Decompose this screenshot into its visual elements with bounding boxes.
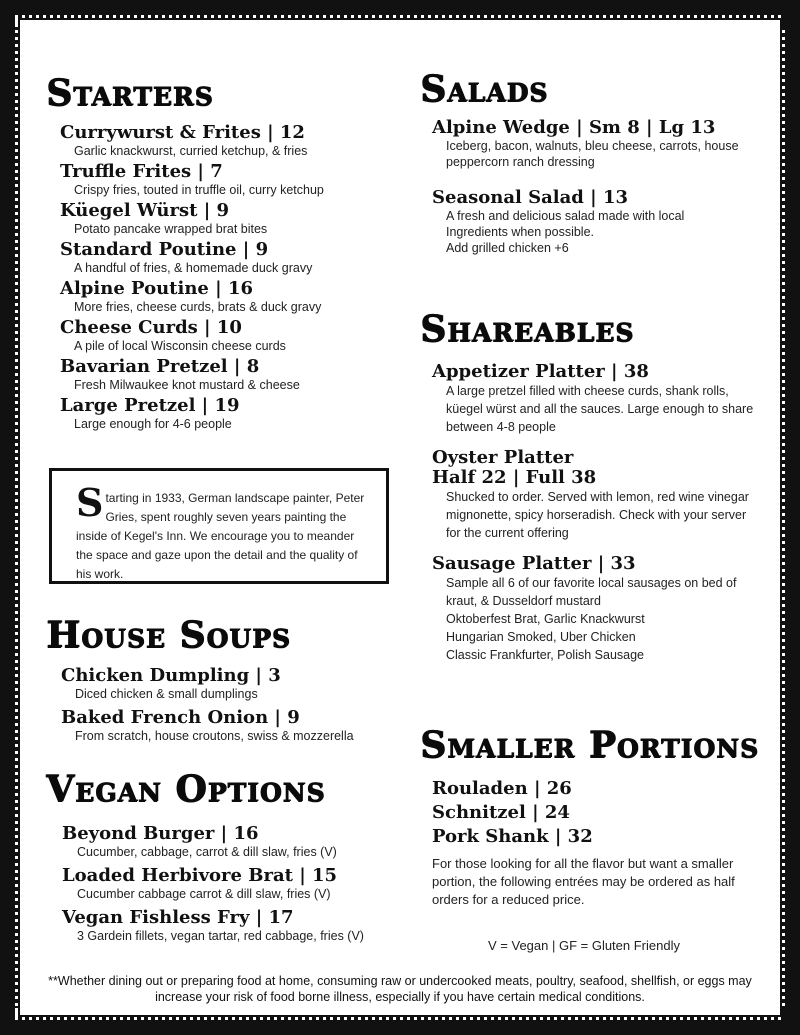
item-description: From scratch, house croutons, swiss & mozzerella: [75, 729, 354, 743]
menu-item: [61, 666, 391, 702]
soups-list: [61, 666, 391, 744]
item-price: Half 22 | Full 38: [432, 467, 597, 488]
smaller-portions-note: For those looking for all the flavor but want a smaller portion, the following entrées may be ordered as half orders for a reduced price.: [432, 856, 735, 907]
item-name: Oyster Platter: [432, 447, 574, 468]
item-name: Appetizer Platter | 38: [432, 361, 649, 382]
item-name: Alpine Wedge | Sm 8 | Lg 13: [432, 117, 716, 138]
portion-item: Rouladen | 26: [432, 778, 572, 799]
item-description: 3 Gardein fillets, vegan tartar, red cabbage, fries (V): [77, 929, 364, 943]
portion-item: Schnitzel | 24: [432, 802, 570, 823]
menu-item: [62, 866, 397, 902]
salads-title: Salads: [420, 68, 549, 110]
menu-item: [432, 448, 762, 542]
item-description: A handful of fries, & homemade duck gravy: [74, 261, 313, 275]
menu-item: [60, 162, 390, 198]
menu-item: [432, 188, 762, 256]
starters-title: Starters: [46, 72, 214, 114]
drop-cap: S: [76, 480, 104, 525]
menu-item: [432, 362, 762, 436]
item-description: Cucumber cabbage carrot & dill slaw, fries (V): [77, 887, 331, 901]
item-description: A pile of local Wisconsin cheese curds: [74, 339, 286, 353]
menu-item: [60, 318, 390, 354]
item-name: Currywurst & Frites | 12: [60, 122, 305, 143]
menu-item: [62, 908, 397, 944]
menu-item: [432, 554, 762, 664]
shareables-title: Shareables: [420, 308, 635, 350]
item-description: Large enough for 4-6 people: [74, 417, 232, 431]
shareables-list: [432, 362, 762, 664]
item-addon: Add grilled chicken +6: [446, 241, 569, 255]
menu-item: [60, 279, 390, 315]
item-name: Cheese Curds | 10: [60, 317, 242, 338]
menu-item: [60, 240, 390, 276]
item-name: Bavarian Pretzel | 8: [60, 356, 260, 377]
menu-item: [60, 357, 390, 393]
item-name: Truffle Frites | 7: [60, 161, 223, 182]
smaller-portions-list: [432, 777, 762, 909]
item-description: A large pretzel filled with cheese curds, shank rolls, küegel würst and all the sauces. Large enough to share between 4-8 people: [446, 384, 754, 434]
item-name: Küegel Würst | 9: [60, 200, 230, 221]
item-description: Fresh Milwaukee knot mustard & cheese: [74, 378, 300, 392]
item-name: Standard Poutine | 9: [60, 239, 269, 260]
menu-item: [432, 118, 762, 170]
menu-item: [60, 201, 390, 237]
menu-item: [60, 396, 390, 432]
item-name: Sausage Platter | 33: [432, 553, 636, 574]
item-name: Seasonal Salad | 13: [432, 187, 628, 208]
item-name: Baked French Onion | 9: [61, 707, 300, 728]
item-description: A fresh and delicious salad made with local Ingredients when possible.: [446, 209, 685, 239]
item-description: Crispy fries, touted in truffle oil, curry ketchup: [74, 183, 324, 197]
starters-list: [60, 123, 390, 432]
callout-text: tarting in 1933, German landscape painter, Peter Gries, spent roughly seven years painting the inside of Kegel's Inn. We encourage you to meander the space and gaze upon the detail and the quality of his work.: [76, 491, 365, 581]
portion-item: Pork Shank | 32: [432, 826, 593, 847]
food-safety-footer: **Whether dining out or preparing food at home, consuming raw or undercooked meats, poultry, seafood, shellfish, or eggs may increase your risk of food borne illness, especially if you have certain medical conditions.: [48, 974, 752, 1004]
dietary-legend: V = Vegan | GF = Gluten Friendly: [488, 938, 680, 953]
item-name: Alpine Poutine | 16: [60, 278, 253, 299]
smaller-portions-title: Smaller Portions: [420, 724, 759, 766]
item-description: Garlic knackwurst, curried ketchup, & fries: [74, 144, 308, 158]
item-description: Cucumber, cabbage, carrot & dill slaw, fries (V): [77, 845, 337, 859]
item-name: Loaded Herbivore Brat | 15: [62, 865, 338, 886]
item-description: Shucked to order. Served with lemon, red wine vinegar mignonette, spicy horseradish. Check with your server for the current offering: [446, 490, 749, 540]
item-name: Beyond Burger | 16: [62, 823, 259, 844]
item-description: Sample all 6 of our favorite local sausages on bed of kraut, & Dusseldorf mustard: [446, 576, 737, 608]
vegan-title: Vegan Options: [46, 768, 326, 810]
soups-title: House Soups: [46, 614, 291, 656]
sausage-line: Classic Frankfurter, Polish Sausage: [446, 648, 645, 662]
item-description: More fries, cheese curds, brats & duck gravy: [74, 300, 322, 314]
vegan-list: [62, 824, 397, 944]
menu-item: [61, 708, 391, 744]
item-description: Potato pancake wrapped brat bites: [74, 222, 268, 236]
menu-item: [62, 824, 397, 860]
item-description: Diced chicken & small dumplings: [75, 687, 258, 701]
history-callout: [49, 468, 389, 584]
sausage-line: Oktoberfest Brat, Garlic Knackwurst: [446, 612, 645, 626]
menu-item: [60, 123, 390, 159]
item-name: Vegan Fishless Fry | 17: [62, 907, 294, 928]
salads-list: [432, 118, 762, 256]
sausage-line: Hungarian Smoked, Uber Chicken: [446, 630, 636, 644]
item-name: Chicken Dumpling | 3: [61, 665, 281, 686]
item-name: Large Pretzel | 19: [60, 395, 240, 416]
item-description: Iceberg, bacon, walnuts, bleu cheese, carrots, house peppercorn ranch dressing: [446, 139, 739, 169]
